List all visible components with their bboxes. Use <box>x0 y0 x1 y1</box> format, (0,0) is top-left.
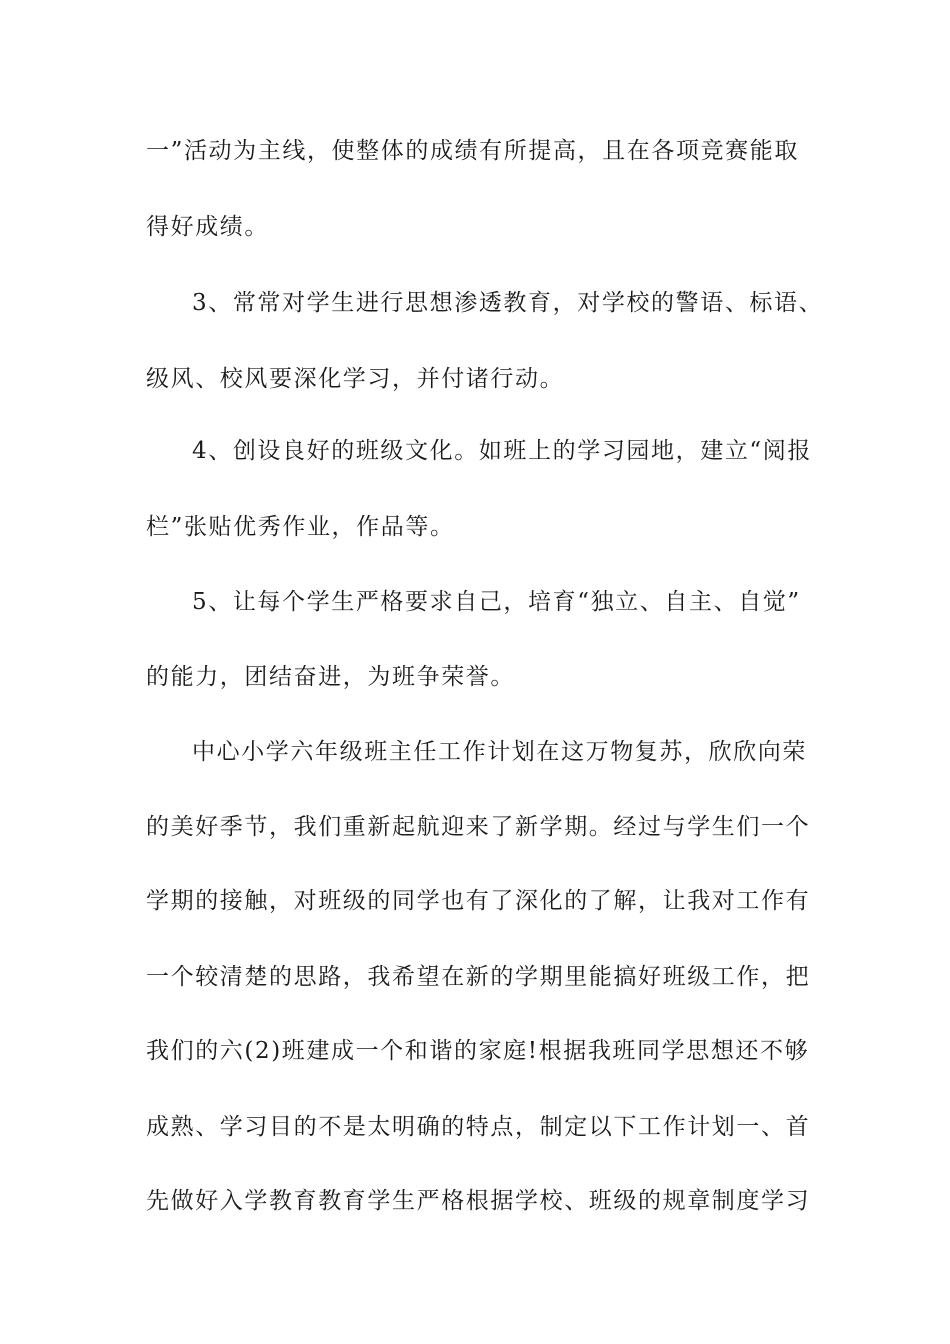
text-line: 学期的接触，对班级的同学也有了深化的了解，让我对工作有 <box>146 888 811 914</box>
text-line: 栏”张贴优秀作业，作品等。 <box>146 514 455 540</box>
text-line: 级风、校风要深化学习，并付诸行动。 <box>146 366 565 392</box>
text-line: 4、创设良好的班级文化。如班上的学习园地，建立“阅报 <box>192 438 812 464</box>
text-line: 一”活动为主线，使整体的成绩有所提高，且在各项竞赛能取 <box>146 138 799 164</box>
text-line: 先做好入学教育教育学生严格根据学校、班级的规章制度学习 <box>146 1188 811 1214</box>
text-line: 5、让每个学生严格要求自己，培育“独立、自主、自觉” <box>192 589 801 615</box>
text-line: 得好成绩。 <box>146 214 269 240</box>
text-line: 一个较清楚的思路，我希望在新的学期里能搞好班级工作，把 <box>146 964 811 990</box>
text-line: 的美好季节，我们重新起航迎来了新学期。经过与学生们一个 <box>146 814 811 840</box>
text-line: 成熟、学习目的不是太明确的特点，制定以下工作计划一、首 <box>146 1114 811 1140</box>
text-line: 中心小学六年级班主任工作计划在这万物复苏，欣欣向荣 <box>192 739 807 765</box>
text-line: 我们的六(2)班建成一个和谐的家庭!根据我班同学思想还不够 <box>146 1038 810 1064</box>
text-line: 的能力，团结奋进，为班争荣誉。 <box>146 664 515 690</box>
text-line: 3、常常对学生进行思想渗透教育，对学校的警语、标语、 <box>192 290 824 316</box>
